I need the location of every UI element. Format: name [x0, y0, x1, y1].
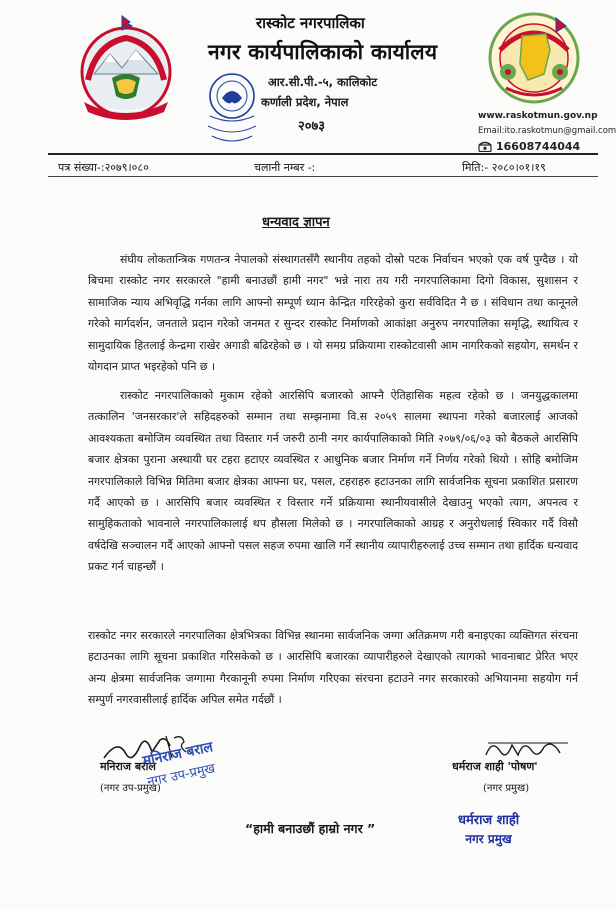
municipality-name: रास्कोट नगरपालिका: [256, 14, 365, 32]
office-seal-icon: [200, 68, 264, 150]
phone-number: [478, 140, 580, 153]
office-year: २०७३: [298, 119, 326, 134]
phone-value: 16608744044: [496, 140, 581, 153]
mayor-name: धर्मराज शाही 'पोषण': [452, 760, 538, 773]
nepal-emblem-icon: [66, 14, 186, 126]
dispatch-number: चलानी नम्बर -:: [254, 161, 316, 174]
paragraph-text: रास्कोट नगर सरकारले नगरपालिका क्षेत्रभित्रका विभिन्न स्थानमा सार्वजनिक जग्गा अतिक्रमण गरी बनाइएका व्यक्तिगत संरचना हटाउनका लागि सूचना प्रकाशित गरिसकेको छ । आरसिपि बजारका व्यापारीहरुले देखाएको त्यागको भावनाबाट प्रेरित भएर अन्य क्षेत्रमा सार्वजनिक जग्गामा गैरकानूनी रुपमा निर्माण गरिएका संरचना हटाउने नगर सरकारको अभियानमा सहयोग गर्न सम्पुर्ण नगरवासीलाई हार्दिक अपिल समेत गर्दछौं ।: [88, 629, 578, 707]
stamp-name: धर्मराज शाही: [458, 813, 520, 828]
office-province: कर्णाली प्रदेश, नेपाल: [261, 95, 349, 109]
header-divider: [48, 153, 598, 155]
deputy-mayor-name: मनिराज बराल: [100, 760, 156, 773]
body-paragraph-1: [88, 249, 578, 377]
stamp-role: नगर उप-प्रमुख: [145, 761, 217, 791]
mayor-role: (नगर प्रमुख): [483, 783, 530, 794]
mayor-stamp: [458, 810, 519, 847]
reference-divider: [48, 176, 598, 177]
stamp-name: मनिराज बराल: [141, 739, 215, 770]
deputy-mayor-role: (नगर उप-प्रमुख): [100, 783, 161, 794]
letter-date: मिति:- २०८०।०१।१९: [462, 161, 546, 174]
body-paragraph-3: [88, 625, 578, 711]
website-link[interactable]: www.raskotmun.gov.np: [478, 111, 598, 121]
office-address: आर.सी.पी.-५, कालिकोट: [268, 75, 378, 89]
phone-icon: [478, 141, 492, 152]
email-link[interactable]: Email:ito.raskotmun@gmail.com: [478, 126, 616, 136]
body-paragraph-2: [88, 385, 578, 578]
stamp-role: नगर प्रमुख: [465, 832, 512, 846]
office-name: नगर कार्यपालिकाको कार्यालय: [208, 40, 438, 64]
municipality-logo-icon: [486, 10, 582, 106]
slogan: “हामी बनाउछौं हाम्रो नगर ”: [245, 821, 376, 836]
letter-title: धन्यवाद ज्ञापन: [262, 215, 330, 230]
paragraph-text: रास्कोट नगरपालिकाको मुकाम रहेको आरसिपि बजारको आफ्नै ऐतिहासिक महत्व रहेको छ । जनयुद्धकालमा तत्कालिन 'जनसरकार'ले सहिदहरुको सम्मान तथा सम्झनामा वि.स २०५९ सालमा स्थापना गरेको बजारलाई आजको आवश्यकता बमोजिम व्यवस्थित तथा विस्तार गर्न जरुरी ठानी नगर कार्यपालिकाको मिति २०७९/०६/०३ को बैठकले आरसिपि बजार क्षेत्रका पुराना अस्थायी घर टहरा हटाएर व्यवस्थित र आधुनिक बजार निर्माण गर्ने निर्णय गरेको थियो । सोहि बमोजिम नगरपालिकाले विभिन्न मितिमा बजार क्षेत्रका आफ्ना घर, पसल, टहराहरु हटाउनका लागि सार्वजनिक सूचना प्रकाशित प्रसारण गर्दै आएको छ । आरसिपि बजार व्यवस्थित र विस्तार गर्ने प्रक्रियामा स्थानीयवासीले देखाउनु भएको त्याग, अपनत्व र सामुहिकताको भावनाले नगरपालिकालाई थप हौसला मिलेको छ । नगरपालिकाको आग्रह र अनुरोधलाई स्विकार गर्दै विसौ वर्षदेखि सञ्चालन गर्दै आएको आफ्नो पसल सहज रुपमा खालि गर्ने स्थानीय व्यापारीहरुलाई उच्च सम्मान तथा हार्दिक धन्यवाद प्रकट गर्न चाहन्छौं ।: [88, 389, 578, 574]
paragraph-text: संघीय लोकतान्त्रिक गणतन्त्र नेपालको संस्थागतसँगै स्थानीय तहको दोस्रो पटक निर्वाचन भएको एक वर्ष पुग्दैछ । यो बिचमा रास्कोट नगर सरकारले "हामी बनाउछौं हामी नगर" भन्ने नारा तय गरी नगरपालिकामा दिगो विकास, सुशासन र सामाजिक न्याय अभिवृद्धि गर्नका लागि आफ्नो सम्पूर्ण ध्यान केन्द्रित गरिरहेको कुरा सर्वविदित नै छ । संविधान तथा कानूनले गरेको मार्गदर्शन, जनताले प्रदान गरेको जनमत र सुन्दर रास्कोट निर्माणको आकांक्षा अनुरुप नगरपालिका समृद्धि, स्थायित्व र सामुदायिक हितलाई केन्द्रमा राखेर अगाडी बढिरहेको छ । यो समग्र प्रक्रियामा रास्कोटवासी आम नागरिकको सहयोग, समर्थन र योगदान प्राप्त भइरहेको पनि छ ।: [88, 253, 578, 374]
letter-number: पत्र संख्या-:२०७९।०८०: [58, 161, 149, 174]
